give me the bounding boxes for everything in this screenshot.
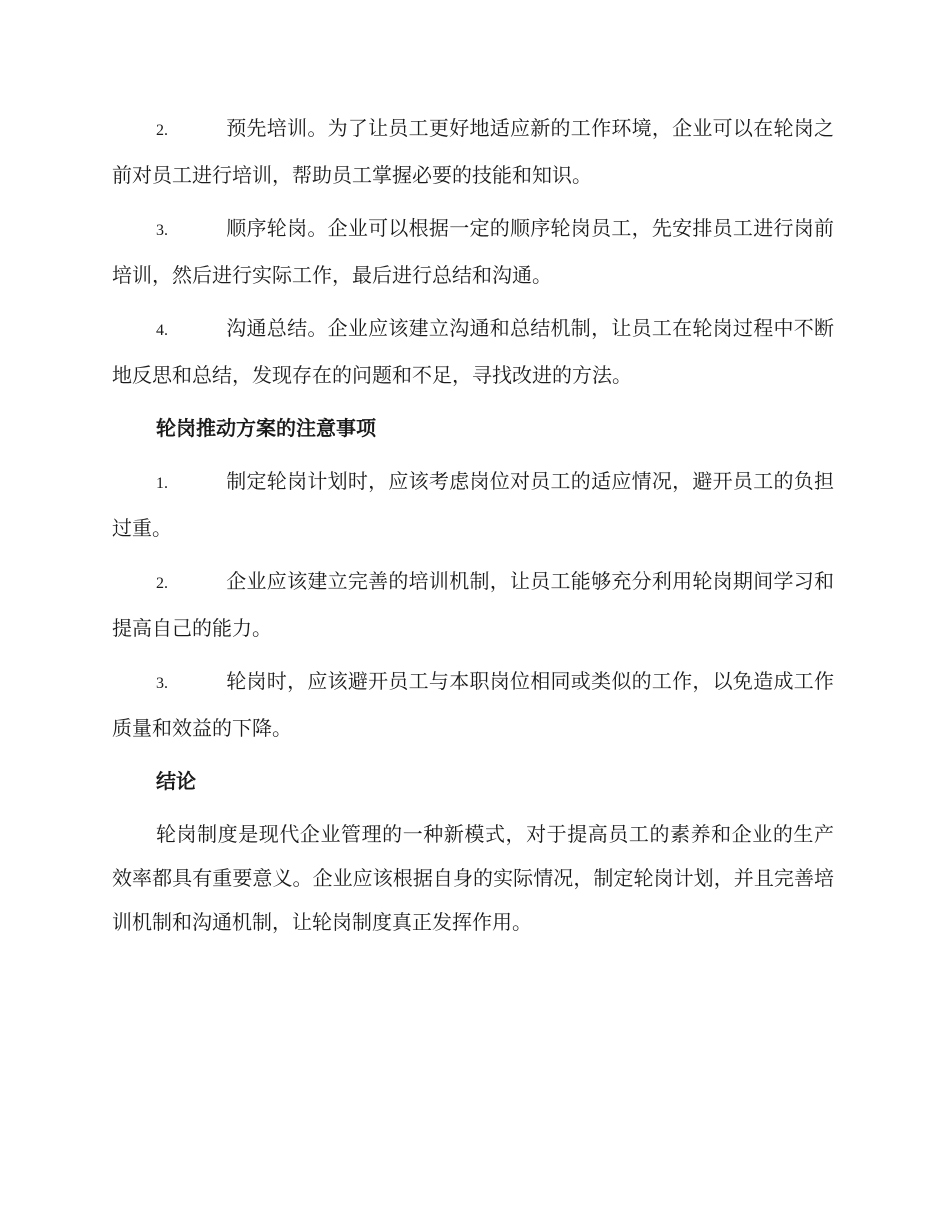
list-item-text: 预先培训。为了让员工更好地适应新的工作环境，企业可以在轮岗之前对员工进行培训，帮助员工掌握必要的技能和知识。	[112, 116, 834, 187]
list-item	[112, 559, 834, 650]
list-item-number: 2.	[156, 575, 168, 592]
list-item	[112, 306, 834, 397]
section-heading-notes: 轮岗推动方案的注意事项	[156, 416, 376, 440]
list-item	[112, 659, 834, 750]
list-item	[112, 106, 834, 197]
list-item-number: 3.	[156, 675, 168, 692]
section-heading-conclusion: 结论	[156, 769, 196, 793]
list-item-number: 1.	[156, 475, 168, 492]
list-item-text: 制定轮岗计划时，应该考虑岗位对员工的适应情况，避开员工的负担过重。	[112, 469, 834, 540]
list-item	[112, 206, 834, 297]
document-body	[112, 106, 834, 944]
list-item	[112, 459, 834, 550]
list-item-text: 轮岗时，应该避开员工与本职岗位相同或类似的工作，以免造成工作质量和效益的下降。	[112, 669, 834, 740]
conclusion-paragraph: 轮岗制度是现代企业管理的一种新模式，对于提高员工的素养和企业的生产效率都具有重要意义。企业应该根据自身的实际情况，制定轮岗计划，并且完善培训机制和沟通机制，让轮岗制度真正发挥作用。	[112, 822, 834, 934]
list-item-number: 4.	[156, 322, 168, 339]
list-item-text: 沟通总结。企业应该建立沟通和总结机制，让员工在轮岗过程中不断地反思和总结，发现存在的问题和不足，寻找改进的方法。	[112, 316, 834, 387]
list-item-number: 2.	[156, 122, 168, 139]
list-item-text: 顺序轮岗。企业可以根据一定的顺序轮岗员工，先安排员工进行岗前培训，然后进行实际工作，最后进行总结和沟通。	[112, 216, 834, 287]
list-item-text: 企业应该建立完善的培训机制，让员工能够充分利用轮岗期间学习和提高自己的能力。	[112, 569, 834, 640]
list-item-number: 3.	[156, 222, 168, 239]
